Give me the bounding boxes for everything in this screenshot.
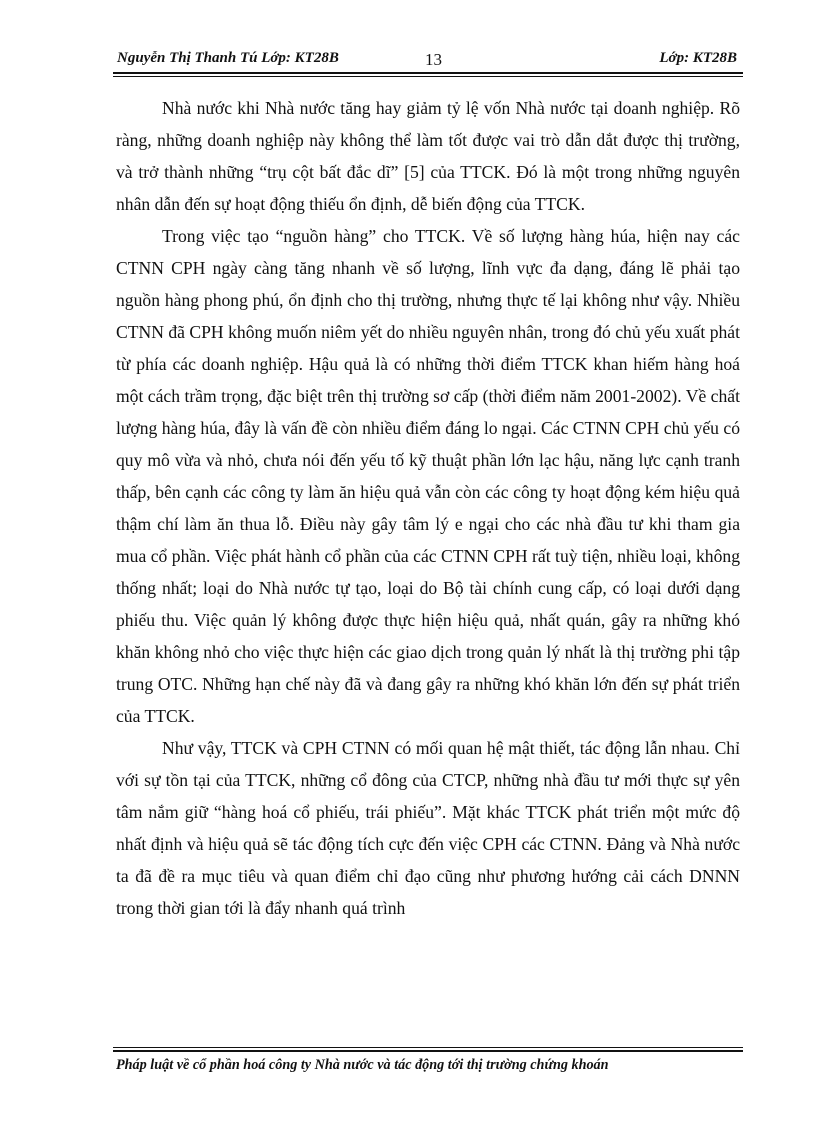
page-number: 13 bbox=[425, 50, 442, 69]
header-author-class: Nguyễn Thị Thanh Tú Lớp: KT28B bbox=[117, 50, 339, 66]
page-header bbox=[113, 48, 743, 70]
header-rule-thick bbox=[113, 72, 743, 74]
paragraph: Trong việc tạo “nguồn hàng” cho TTCK. Về số lượng hàng húa, hiện nay các CTNN CPH ngày càng tăng nhanh về số lượng, lĩnh vực đa dạng, đáng lẽ phải tạo nguồn hàng phong phú, ổn định cho thị trường, nhưng thực tế lại không như vậy. Nhiều CTNN đã CPH không muốn niêm yết do nhiều nguyên nhân, trong đó chủ yếu xuất phát từ phía các doanh nghiệp. Hậu quả là có những thời điểm TTCK khan hiếm hàng hoá một cách trầm trọng, đặc biệt trên thị trường sơ cấp (thời điểm năm 2001-2002). Về chất lượng hàng húa, đây là vấn đề còn nhiều điểm đáng lo ngại. Các CTNN CPH chủ yếu có quy mô vừa và nhỏ, chưa nói đến yếu tố kỹ thuật phần lớn lạc hậu, năng lực cạnh tranh thấp, bên cạnh các công ty làm ăn hiệu quả vẫn còn các công ty hoạt động kém hiệu quả thậm chí làm ăn thua lỗ. Điều này gây tâm lý e ngại cho các nhà đầu tư khi tham gia mua cổ phần. Việc phát hành cổ phần của các CTNN CPH rất tuỳ tiện, nhiều loại, không thống nhất; loại do Nhà nước tự tạo, loại do Bộ tài chính cung cấp, có loại dưới dạng phiếu thu. Việc quản lý không được thực hiện hiệu quả, nhất quán, gây ra những khó khăn không nhỏ cho việc thực hiện các giao dịch trong quản lý nhất là thị trường phi tập trung OTC. Những hạn chế này đã và đang gây ra những khó khăn lớn đến sự phát triển của TTCK. bbox=[116, 226, 740, 726]
header-class-label: Lớp: KT28B bbox=[659, 50, 737, 66]
paragraph: Như vậy, TTCK và CPH CTNN có mối quan hệ mật thiết, tác động lẫn nhau. Chỉ với sự tồn tại của TTCK, những cổ đông của CTCP, những nhà đầu tư mới thực sự yên tâm nắm giữ “hàng hoá cổ phiếu, trái phiếu”. Mặt khác TTCK phát triển một mức độ nhất định và hiệu quả sẽ tác động tích cực đến việc CPH các CTNN. Đảng và Nhà nước ta đã đề ra mục tiêu và quan điểm chỉ đạo cũng như phương hướng cải cách DNNN trong thời gian tới là đẩy nhanh quá trình bbox=[116, 738, 740, 918]
header-rule-thin bbox=[113, 76, 743, 77]
footer-title: Pháp luật về cổ phần hoá công ty Nhà nước và tác động tới thị trường chứng khoán bbox=[116, 1057, 609, 1073]
footer-rule-thin bbox=[113, 1047, 743, 1048]
footer-rule-thick bbox=[113, 1050, 743, 1052]
paragraph: Nhà nước khi Nhà nước tăng hay giảm tỷ lệ vốn Nhà nước tại doanh nghiệp. Rõ ràng, những doanh nghiệp này không thể làm tốt được vai trò dẫn dắt được thị trường, và trở thành những “trụ cột bất đắc dĩ” [5] của TTCK. Đó là một trong những nguyên nhân dẫn đến sự hoạt động thiếu ổn định, dễ biến động của TTCK. bbox=[116, 98, 740, 214]
body-text bbox=[116, 92, 740, 924]
